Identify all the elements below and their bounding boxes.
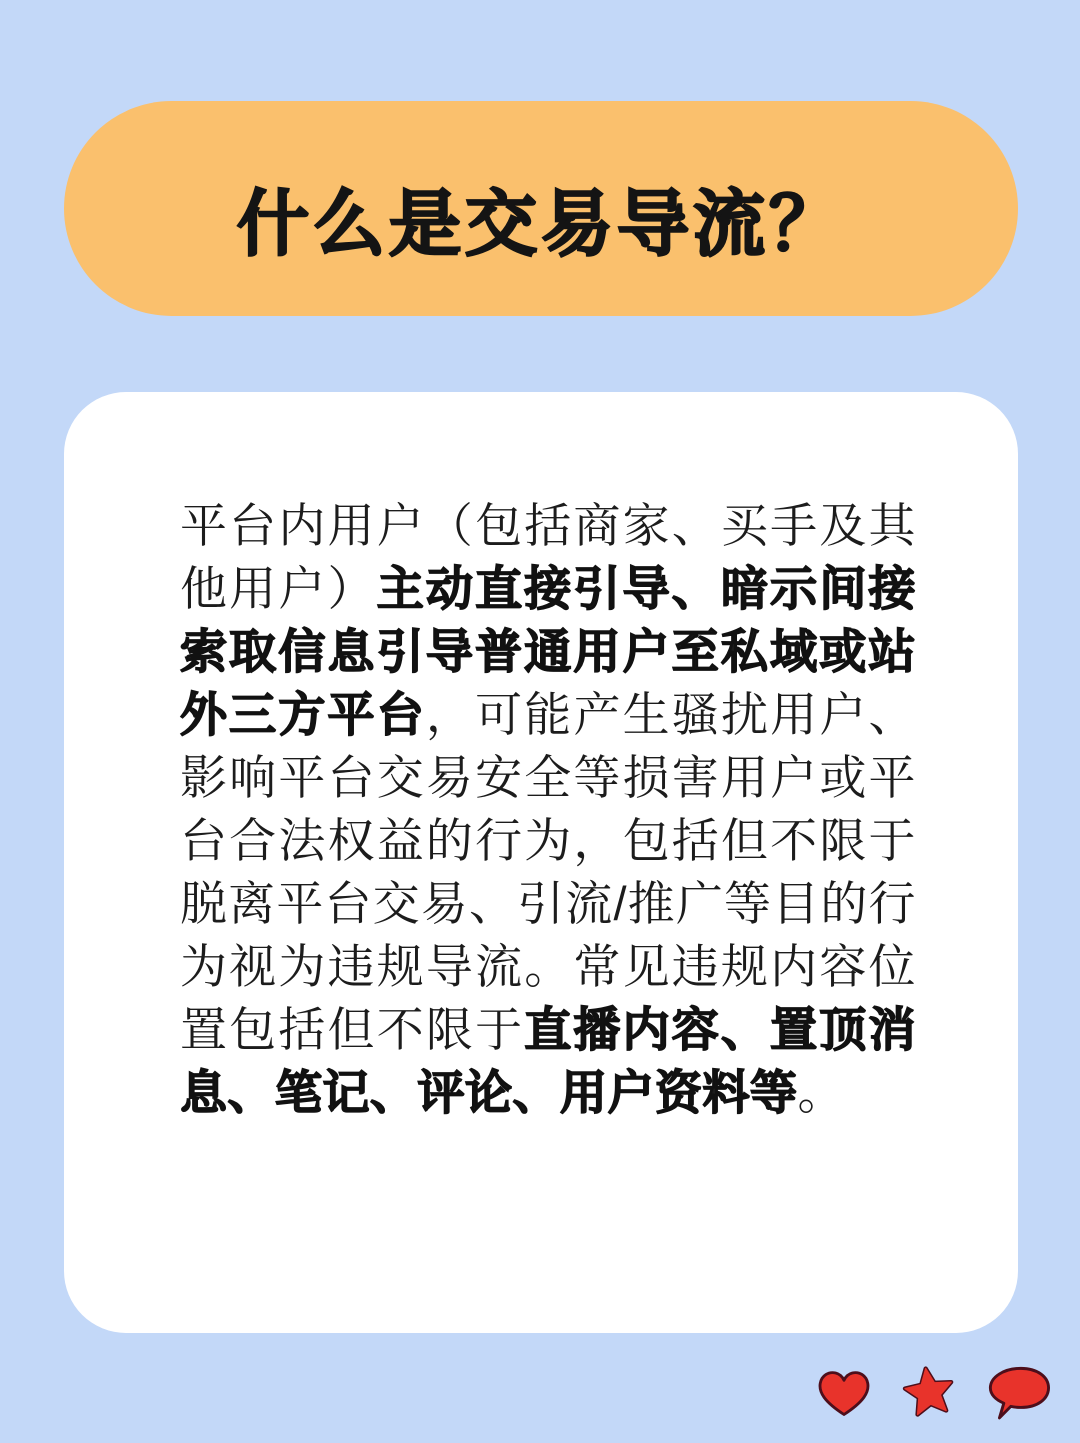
speech-bubble-icon — [984, 1362, 1054, 1422]
definition-text-segment: 平台内用户（包括商家、买手及其他用户） — [180, 499, 916, 615]
definition-text-segment-bold: 主动直接引导、暗示间接索取信息引导普通用户至私域或站外三方平台 — [180, 562, 917, 741]
definition-text-segment: 。 — [797, 1066, 845, 1119]
reaction-icons — [814, 1362, 1054, 1422]
content-card — [64, 392, 1018, 1333]
star-icon — [901, 1362, 957, 1422]
title-banner — [64, 101, 1018, 316]
page-title: 什么是交易导流？ — [236, 184, 845, 265]
definition-text — [180, 494, 916, 1124]
definition-text-segment-bold: 直播内容、置顶消息、笔记、评论、用户资料等 — [180, 1003, 916, 1119]
definition-text-segment: ，可能产生骚扰用户、影响平台交易安全等损害用户或平台合法权益的行为，包括但不限于脱离平台交易、引流/推广等目的行为视为违规导流。常见违规内容位置包括但不限于 — [180, 688, 917, 1056]
heart-icon — [814, 1364, 874, 1420]
